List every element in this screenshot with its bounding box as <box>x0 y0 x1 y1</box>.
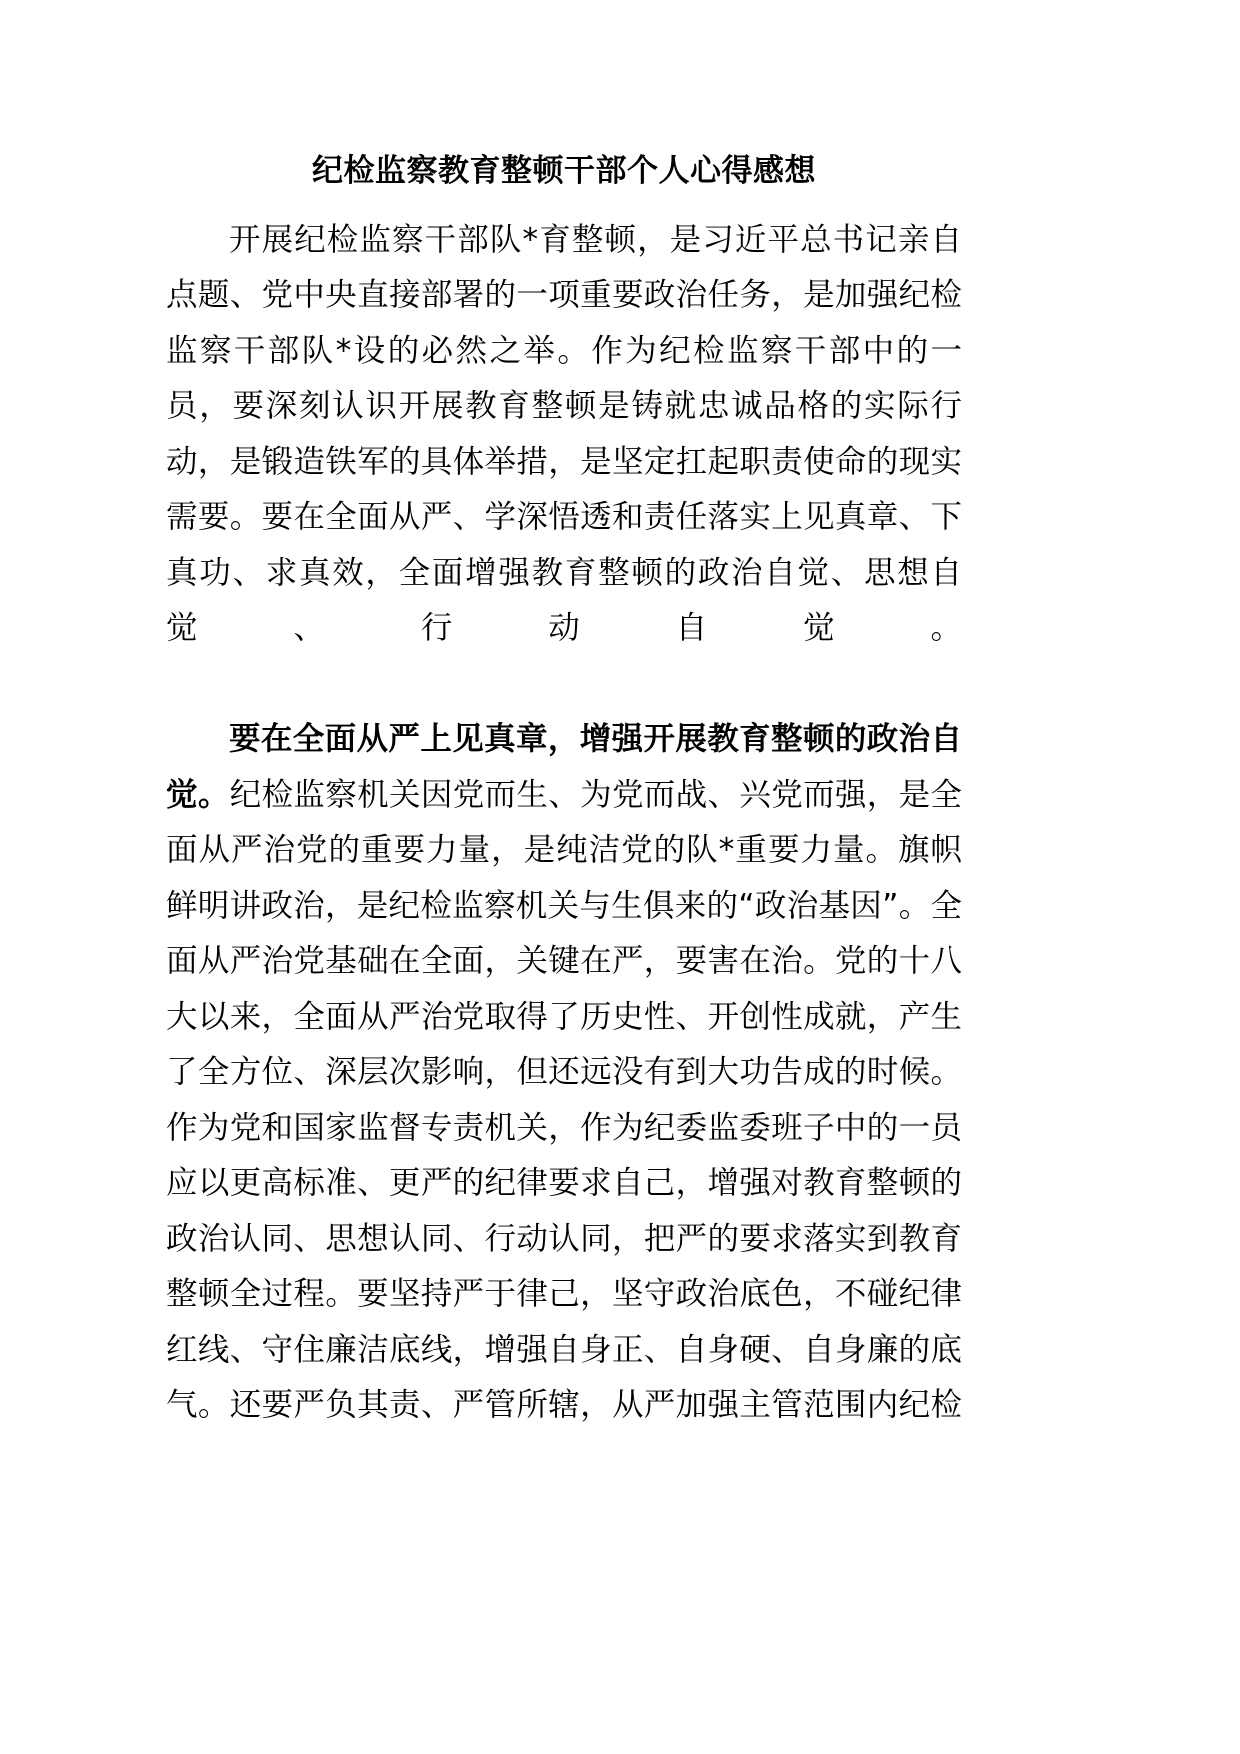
paragraph-section-one-body: 纪检监察机关因党而生、为党而战、兴党而强，是全面从严治党的重要力量，是纯洁党的队*重要力量。旗帜鲜明讲政治，是纪检监察机关与生俱来的“政治基因”。全面从严治党基础在全面，关键在严，要害在治。党的十八大以来，全面从严治党取得了历史性、开创性成就，产生了全方位、深层次影响，但还远没有到大功告成的时候。作为党和国家监督专责机关，作为纪委监委班子中的一员应以更高标准、更严的纪律要求自己，增强对教育整顿的政治认同、思想认同、行动认同，把严的要求落实到教育整顿全过程。要坚持严于律己，坚守政治底色，不碰纪律红线、守住廉洁底线，增强自身正、自身硬、自身廉的底气。还要严负其责、严管所辖，从严加强主管范围内纪检 <box>166 776 962 1424</box>
paragraph-intro: 开展纪检监察干部队*育整顿，是习近平总书记亲自点题、党中央直接部署的一项重要政治任务，是加强纪检监察干部队*设的必然之举。作为纪检监察干部中的一员，要深刻认识开展教育整顿是铸就忠诚品格的实际行动，是锻造铁军的具体举措，是坚定扛起职责使命的现实需要。要在全面从严、学深悟透和责任落实上见真章、下真功、求真效，全面增强教育整顿的政治自觉、思想自觉、行动自觉。 <box>166 221 962 647</box>
page-title: 纪检监察教育整顿干部个人心得感想 <box>312 153 816 189</box>
page-body <box>166 0 962 1489</box>
paragraph-section-one <box>166 712 962 1489</box>
paragraph-section-one-bold-lead: 要在全面从严上见真章，增强开展教育整顿的政治自觉。 <box>166 721 962 813</box>
